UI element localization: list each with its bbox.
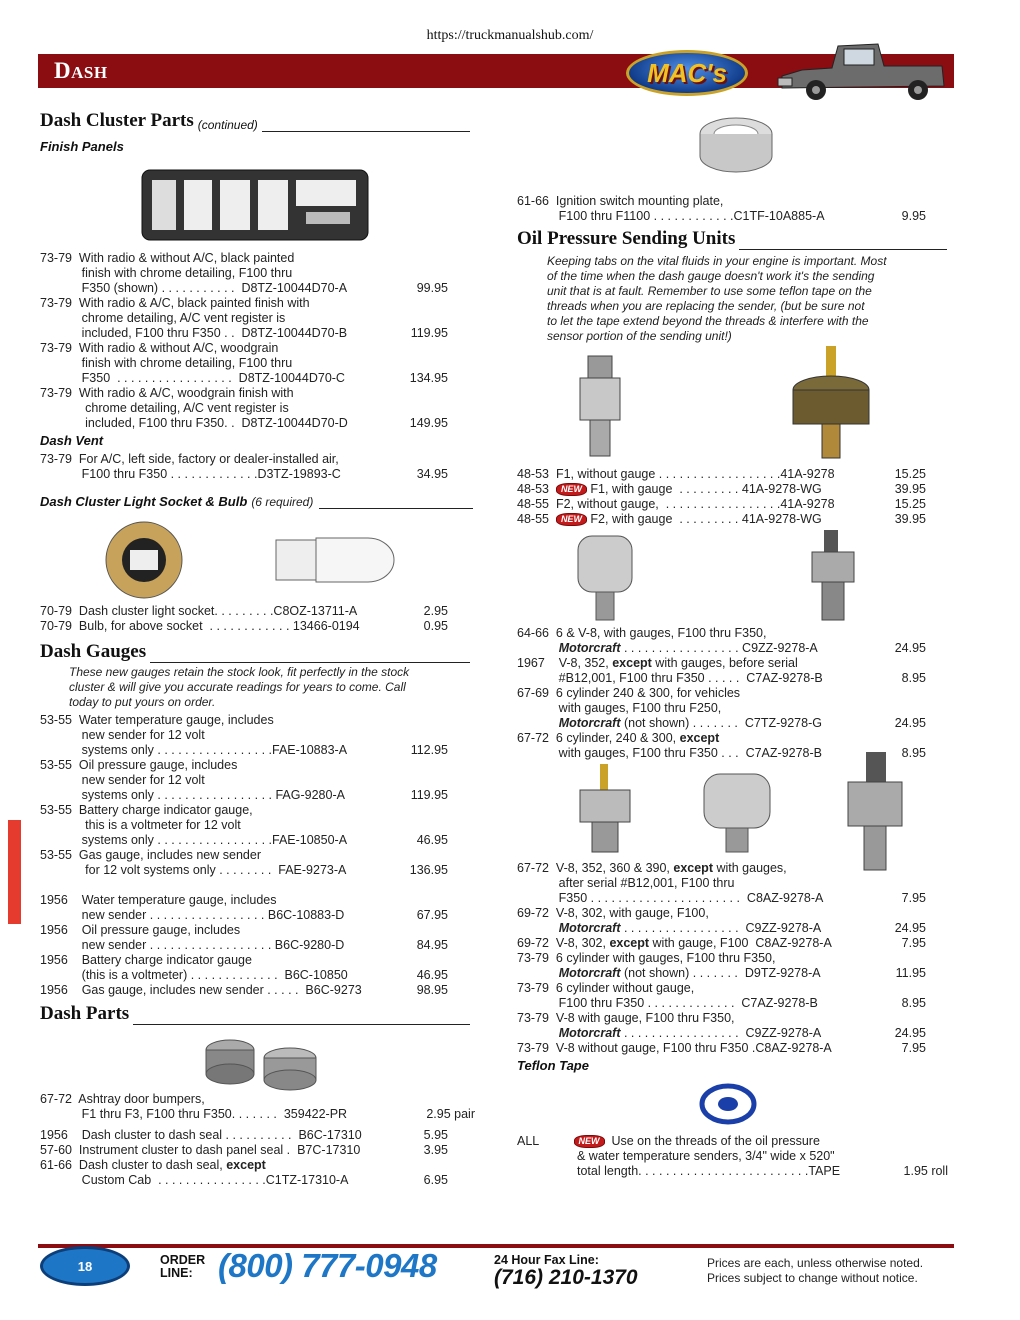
macs-logo: MAC's [626, 50, 748, 96]
price: 119.95 [410, 326, 448, 340]
pricing-notice: Prices are each, unless otherwise noted. Prices subject to change without notice. [707, 1256, 924, 1285]
list-item: (this is a voltmeter) . . . . . . . . . . . . . B6C-10850 [40, 968, 348, 982]
page-number: 18 [40, 1246, 130, 1286]
sender-dome-photo [574, 530, 636, 624]
price: 8.95 [901, 746, 926, 760]
dash-gauges-note: These new gauges retain the stock look, fit perfectly in the stock cluster & will give you accurate readings for years to come. Call today to put yours on order. [69, 665, 410, 709]
list-item: included, F100 thru F350. . D8TZ-10044D70-D [40, 416, 348, 430]
price: 112.95 [410, 743, 448, 757]
list-item: Motorcraft (not shown) . . . . . . . C7TZ-9278-G [558, 716, 822, 730]
price: 15.25 [894, 497, 926, 511]
list-item: F350 (shown) . . . . . . . . . . . D8TZ-10044D70-A [40, 281, 348, 295]
list-item: 1956 Water temperature gauge, includes [40, 893, 277, 907]
list-item: 73-79 V-8 with gauge, F100 thru F350, [517, 1011, 735, 1025]
dash-gauges-heading: Dash Gauges [40, 641, 470, 663]
price: 136.95 [409, 863, 448, 877]
price: 24.95 [894, 716, 926, 730]
price: 0.95 [423, 619, 448, 633]
list-item: F100 thru F350 . . . . . . . . . . . . .D3TZ-19893-C [40, 467, 341, 481]
oil-pressure-heading: Oil Pressure Sending Units [517, 228, 947, 250]
price: 2.95 [423, 604, 448, 618]
sender-short-photo [574, 762, 636, 856]
list-item: 67-72 V-8, 352, 360 & 390, except with gauges, [517, 861, 787, 875]
list-item: 73-79 6 cylinder with gauges, F100 thru F350, [517, 951, 776, 965]
list-item: total length. . . . . . . . . . . . . . . . . . . . . . . . .TAPE [577, 1164, 841, 1178]
list-item: Motorcraft . . . . . . . . . . . . . . . . . C9ZZ-9278-A [558, 1026, 822, 1040]
list-item: 61-66 Ignition switch mounting plate, [517, 194, 724, 208]
price: 67.95 [416, 908, 448, 922]
list-item: 69-72 V-8, 302, with gauge, F100, [517, 906, 709, 920]
list-item: 1967 V-8, 352, except with gauges, before serial [517, 656, 798, 670]
list-item: 73-79 With radio & A/C, black painted finish with [40, 296, 310, 310]
list-item: 73-79 V-8 without gauge, F100 thru F350 .C8AZ-9278-A [517, 1041, 832, 1055]
sender-round-photo [700, 768, 774, 854]
price: 98.95 [416, 983, 448, 997]
list-item: 69-72 V-8, 302, except with gauge, F100 C8AZ-9278-A [517, 936, 832, 950]
list-item: 61-66 Dash cluster to dash seal, except [40, 1158, 266, 1172]
price: 9.95 [901, 209, 926, 223]
list-item: 67-69 6 cylinder 240 & 300, for vehicles [517, 686, 741, 700]
list-item: 73-79 For A/C, left side, factory or dealer-installed air, [40, 452, 339, 466]
price: 1.95 roll [903, 1164, 948, 1178]
bulb-photo [272, 530, 398, 590]
list-item: F100 thru F350 . . . . . . . . . . . . . C7AZ-9278-B [517, 996, 818, 1010]
list-item: for 12 volt systems only . . . . . . . . FAE-9273-A [40, 863, 347, 877]
order-phone-number: (800) 777-0948 [218, 1247, 437, 1284]
fax-line-label: 24 Hour Fax Line: [494, 1253, 599, 1267]
list-item: 67-72 Ashtray door bumpers, [40, 1092, 205, 1106]
list-item: 48-53 NEW F1, with gauge . . . . . . . . . 41A-9278-WG [517, 482, 822, 496]
price: 8.95 [901, 671, 926, 685]
list-item: chrome detailing, A/C vent register is [40, 311, 286, 325]
finish-panel-photo [140, 168, 370, 244]
list-item: 53-55 Oil pressure gauge, includes [40, 758, 238, 772]
source-url: https://truckmanualshub.com/ [426, 28, 594, 43]
price: 99.95 [416, 281, 448, 295]
list-item: chrome detailing, A/C vent register is [40, 401, 289, 415]
list-item: 1956 Dash cluster to dash seal . . . . . . . . . . B6C-17310 [40, 1128, 362, 1142]
teflon-tape-photo [698, 1078, 758, 1128]
list-item: Motorcraft . . . . . . . . . . . . . . . . . C9ZZ-9278-A [558, 921, 822, 935]
list-item: Motorcraft (not shown) . . . . . . . D9TZ-9278-A [558, 966, 821, 980]
list-item: F350 . . . . . . . . . . . . . . . . . D8TZ-10044D70-C [40, 371, 345, 385]
list-item: F100 thru F1100 . . . . . . . . . . . .C1TF-10A885-A [517, 209, 825, 223]
new-badge: NEW [574, 1135, 605, 1148]
price: 84.95 [416, 938, 448, 952]
price: 39.95 [894, 482, 926, 496]
dash-parts-heading: Dash Parts [40, 1003, 470, 1025]
list-item: Custom Cab . . . . . . . . . . . . . . . .C1TZ-17310-A [40, 1173, 349, 1187]
list-item: finish with chrome detailing, F100 thru [40, 266, 293, 280]
list-item: with gauges, F100 thru F350 . . . C7AZ-9278-B [517, 746, 823, 760]
list-item: this is a voltmeter for 12 volt [40, 818, 241, 832]
list-item: 1956 Gas gauge, includes new sender . . . . . B6C-9273 [40, 983, 362, 997]
list-item: F1 thru F3, F100 thru F350. . . . . . . 359422-PR [40, 1107, 348, 1121]
list-item: 73-79 With radio & A/C, woodgrain finish with [40, 386, 294, 400]
list-item: & water temperature senders, 3/4" wide x 520" [577, 1149, 835, 1163]
list-item: 48-55 NEW F2, with gauge . . . . . . . . . 41A-9278-WG [517, 512, 822, 526]
light-socket-photo [100, 520, 190, 600]
list-item: 48-55 F2, without gauge, . . . . . . . . . . . . . . . . .41A-9278 [517, 497, 835, 511]
list-item: new sender for 12 volt [40, 773, 205, 787]
footer-divider [38, 1244, 954, 1248]
teflon-tape-subheading: Teflon Tape [517, 1058, 589, 1073]
list-item: 64-66 6 & V-8, with gauges, F100 thru F350, [517, 626, 767, 640]
list-item: systems only . . . . . . . . . . . . . . . . .FAE-10850-A [40, 833, 348, 847]
ashtray-bumpers-photo [200, 1030, 322, 1094]
list-item: new sender . . . . . . . . . . . . . . . . . B6C-10883-D [40, 908, 345, 922]
section-title: DASH [54, 58, 108, 83]
truck-illustration [772, 36, 952, 108]
finish-panels-subheading: Finish Panels [40, 139, 124, 154]
list-item: 57-60 Instrument cluster to dash panel seal . B7C-17310 [40, 1143, 361, 1157]
list-item: 67-72 6 cylinder, 240 & 300, except [517, 731, 720, 745]
dash-cluster-parts-heading: Dash Cluster Parts (continued) [40, 110, 470, 132]
new-badge: NEW [556, 513, 587, 526]
price: 24.95 [894, 921, 926, 935]
price: 5.95 [423, 1128, 448, 1142]
list-item: ALL NEW Use on the threads of the oil pressure [517, 1134, 820, 1148]
fax-number: (716) 210-1370 [494, 1266, 638, 1289]
price: 3.95 [423, 1143, 448, 1157]
list-item: 48-53 F1, without gauge . . . . . . . . . . . . . . . . . .41A-9278 [517, 467, 835, 481]
list-item: Motorcraft . . . . . . . . . . . . . . . . . C9ZZ-9278-A [558, 641, 818, 655]
list-item: new sender . . . . . . . . . . . . . . . . . . B6C-9280-D [40, 938, 345, 952]
price: 46.95 [416, 968, 448, 982]
oil-pressure-note: Keeping tabs on the vital fluids in your engine is important. Most of the time when the dash gauge doesn't work it's the sending unit that is at fault. Remember to use some teflon tape on the threads when you are replacing the sender, (but be sure not to let the tape extend beyond the threads & interfere with the sensor portion of the sending unit!) [547, 254, 887, 343]
order-line-label: ORDER LINE: [160, 1253, 206, 1280]
list-item: 70-79 Dash cluster light socket. . . . . . . . .C8OZ-13711-A [40, 604, 358, 618]
sender-switch-photo [804, 528, 862, 624]
price: 24.95 [894, 641, 926, 655]
list-item: finish with chrome detailing, F100 thru [40, 356, 293, 370]
price: 8.95 [901, 996, 926, 1010]
list-item: 1956 Battery charge indicator gauge [40, 953, 252, 967]
list-item: after serial #B12,001, F100 thru [517, 876, 735, 890]
price: 119.95 [410, 788, 448, 802]
list-item: systems only . . . . . . . . . . . . . . . . . FAG-9280-A [40, 788, 345, 802]
price: 34.95 [416, 467, 448, 481]
list-item: 53-55 Battery charge indicator gauge, [40, 803, 253, 817]
list-item: included, F100 thru F350 . . D8TZ-10044D70-B [40, 326, 348, 340]
list-item: 70-79 Bulb, for above socket . . . . . . . . . . . . 13466-0194 [40, 619, 360, 633]
price: 24.95 [894, 1026, 926, 1040]
list-item: 73-79 With radio & without A/C, black painted [40, 251, 295, 265]
price: 134.95 [409, 371, 448, 385]
page-edge-tab [8, 820, 21, 924]
price: 149.95 [409, 416, 448, 430]
list-item: new sender for 12 volt [40, 728, 205, 742]
price: 2.95 pair [426, 1107, 475, 1121]
price: 7.95 [901, 891, 926, 905]
price: 15.25 [894, 467, 926, 481]
sender-gauge-photo [786, 344, 876, 462]
dash-vent-subheading: Dash Vent [40, 433, 104, 448]
list-item: 53-55 Gas gauge, includes new sender [40, 848, 261, 862]
price: 7.95 [901, 936, 926, 950]
price: 11.95 [895, 966, 926, 980]
price: 39.95 [894, 512, 926, 526]
price: 7.95 [901, 1041, 926, 1055]
list-item: 73-79 With radio & without A/C, woodgrain [40, 341, 279, 355]
list-item: 53-55 Water temperature gauge, includes [40, 713, 274, 727]
price: 46.95 [416, 833, 448, 847]
new-badge: NEW [556, 483, 587, 496]
list-item: 1956 Oil pressure gauge, includes [40, 923, 241, 937]
socket-bulb-heading: Dash Cluster Light Socket & Bulb (6 required) [40, 494, 473, 509]
list-item: 73-79 6 cylinder without gauge, [517, 981, 695, 995]
price: 6.95 [423, 1173, 448, 1187]
list-item: #B12,001, F100 thru F350 . . . . . C7AZ-9278-B [517, 671, 823, 685]
list-item: systems only . . . . . . . . . . . . . . . . .FAE-10883-A [40, 743, 348, 757]
ignition-plate-photo [694, 112, 778, 178]
sender-f1-photo [570, 352, 630, 460]
sender-tall-photo [840, 750, 910, 874]
list-item: F350 . . . . . . . . . . . . . . . . . . . . . . C8AZ-9278-A [517, 891, 824, 905]
list-item: with gauges, F100 thru F250, [517, 701, 722, 715]
